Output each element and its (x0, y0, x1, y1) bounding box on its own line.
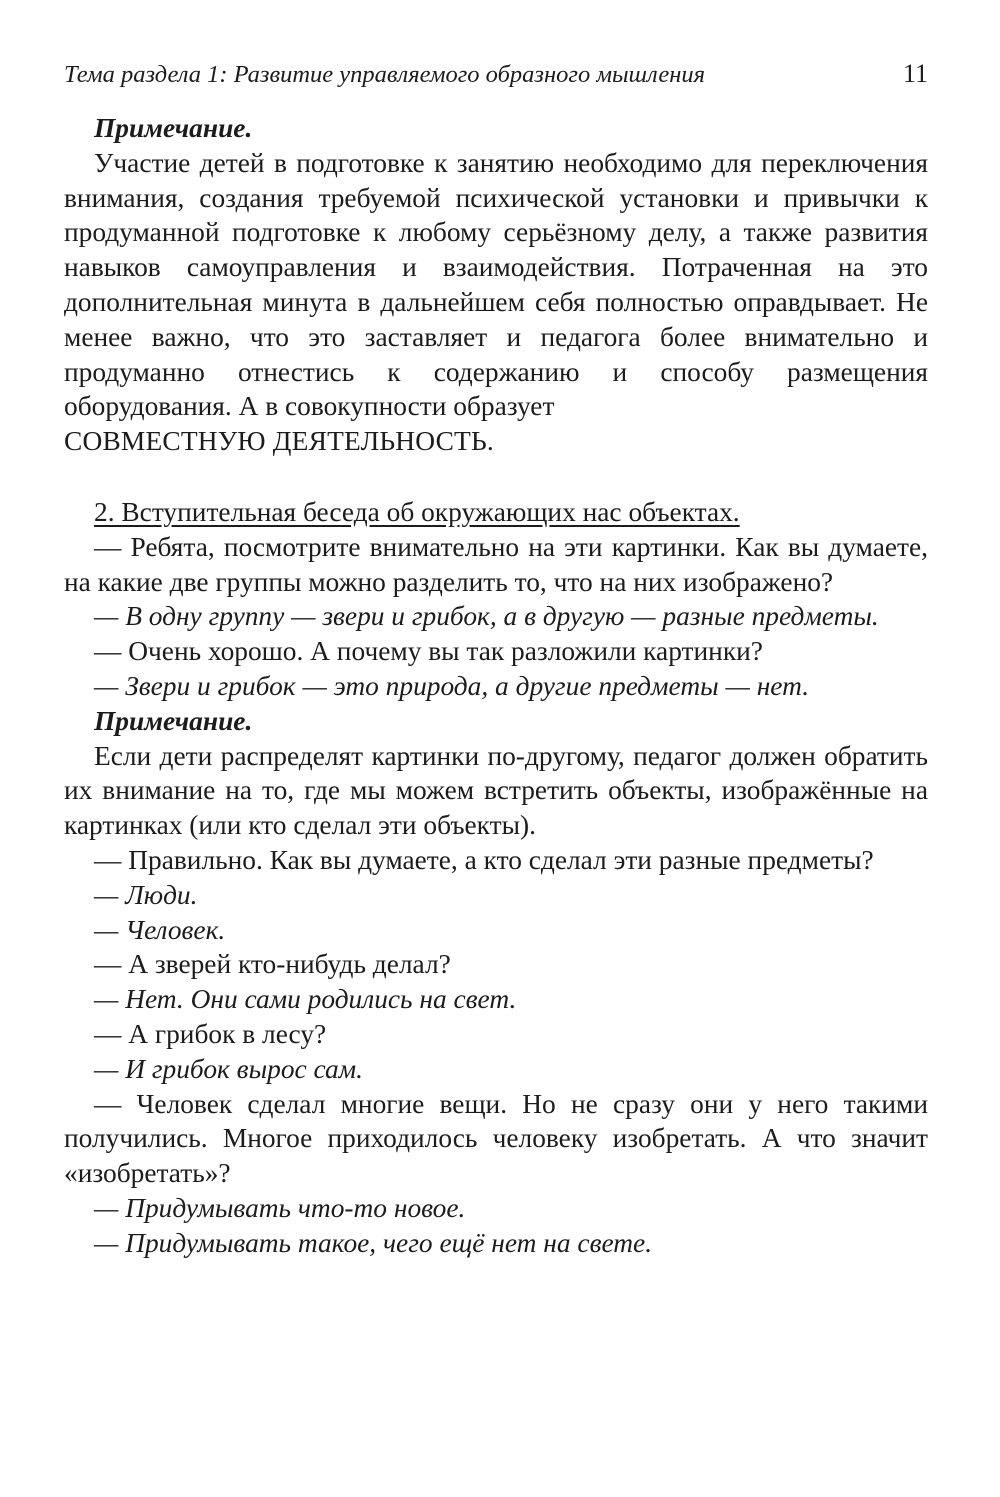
note-paragraph: Если дети распределят картинки по-другому, педагог должен обратить их внимание на то, где мы можем встретить объекты, изображённые на картинках (или кто сделал эти объекты). (64, 740, 928, 841)
book-page (64, 56, 928, 1261)
answer-line: — Люди. (94, 879, 198, 910)
dialogue-line: — Правильно. Как вы думаете, а кто сделал эти разные предметы? (94, 844, 874, 875)
page-number: 11 (902, 59, 928, 88)
answer-line: — Звери и грибок — это природа, а другие предметы — нет. (94, 670, 810, 701)
page-body (64, 111, 928, 1261)
dialogue-line: — Ребята, посмотрите внимательно на эти картинки. Как вы думаете, на какие две группы можно разделить то, что на них изображено? (64, 531, 928, 597)
running-header (64, 56, 928, 93)
note-title: Примечание. (94, 113, 253, 143)
answer-line: — В одну группу — звери и грибок, а в другую — разные предметы. (94, 601, 879, 632)
answer-line: — Человек. (94, 914, 226, 945)
dialogue-line: — Очень хорошо. А почему вы так разложили картинки? (94, 636, 763, 667)
answer-line: — Придумывать такое, чего ещё нет на свете. (94, 1227, 653, 1258)
answer-line: — Придумывать что-то новое. (94, 1192, 466, 1223)
running-title: Тема раздела 1: Развитие управляемого образного мышления (64, 61, 706, 88)
note-paragraph: Участие детей в подготовке к занятию необходимо для переключения внимания, создания требуемой психической установки и привычки к продуманной подготовке к любому серьёзному делу, а также развития навыков самоуправления и взаимодействия. Потраченная на это дополнительная минута в дальнейшем себя полностью оправдывает. Не менее важно, что это заставляет и педагога более внимательно и продуманно отнестись к содержанию и способу размещения оборудования. А в совокупности образует (64, 147, 928, 422)
section-gap (64, 459, 928, 495)
answer-line: — И грибок вырос сам. (94, 1053, 363, 1084)
answer-line: — Нет. Они сами родились на свет. (94, 984, 517, 1015)
section-heading: 2. Вступительная беседа об окружающих нас объектах. (94, 496, 740, 527)
dialogue-line: — А зверей кто-нибудь делал? (94, 949, 451, 980)
note-title: Примечание. (94, 705, 253, 736)
dialogue-line: — Человек сделал многие вещи. Но не сразу они у него такими получились. Многое приходилось человеку изобретать. А что значит «изобретать»? (64, 1088, 928, 1189)
note-emphasis-caps: СОВМЕСТНУЮ ДЕЯТЕЛЬНОСТЬ. (64, 426, 494, 457)
dialogue-line: — А грибок в лесу? (94, 1018, 327, 1049)
